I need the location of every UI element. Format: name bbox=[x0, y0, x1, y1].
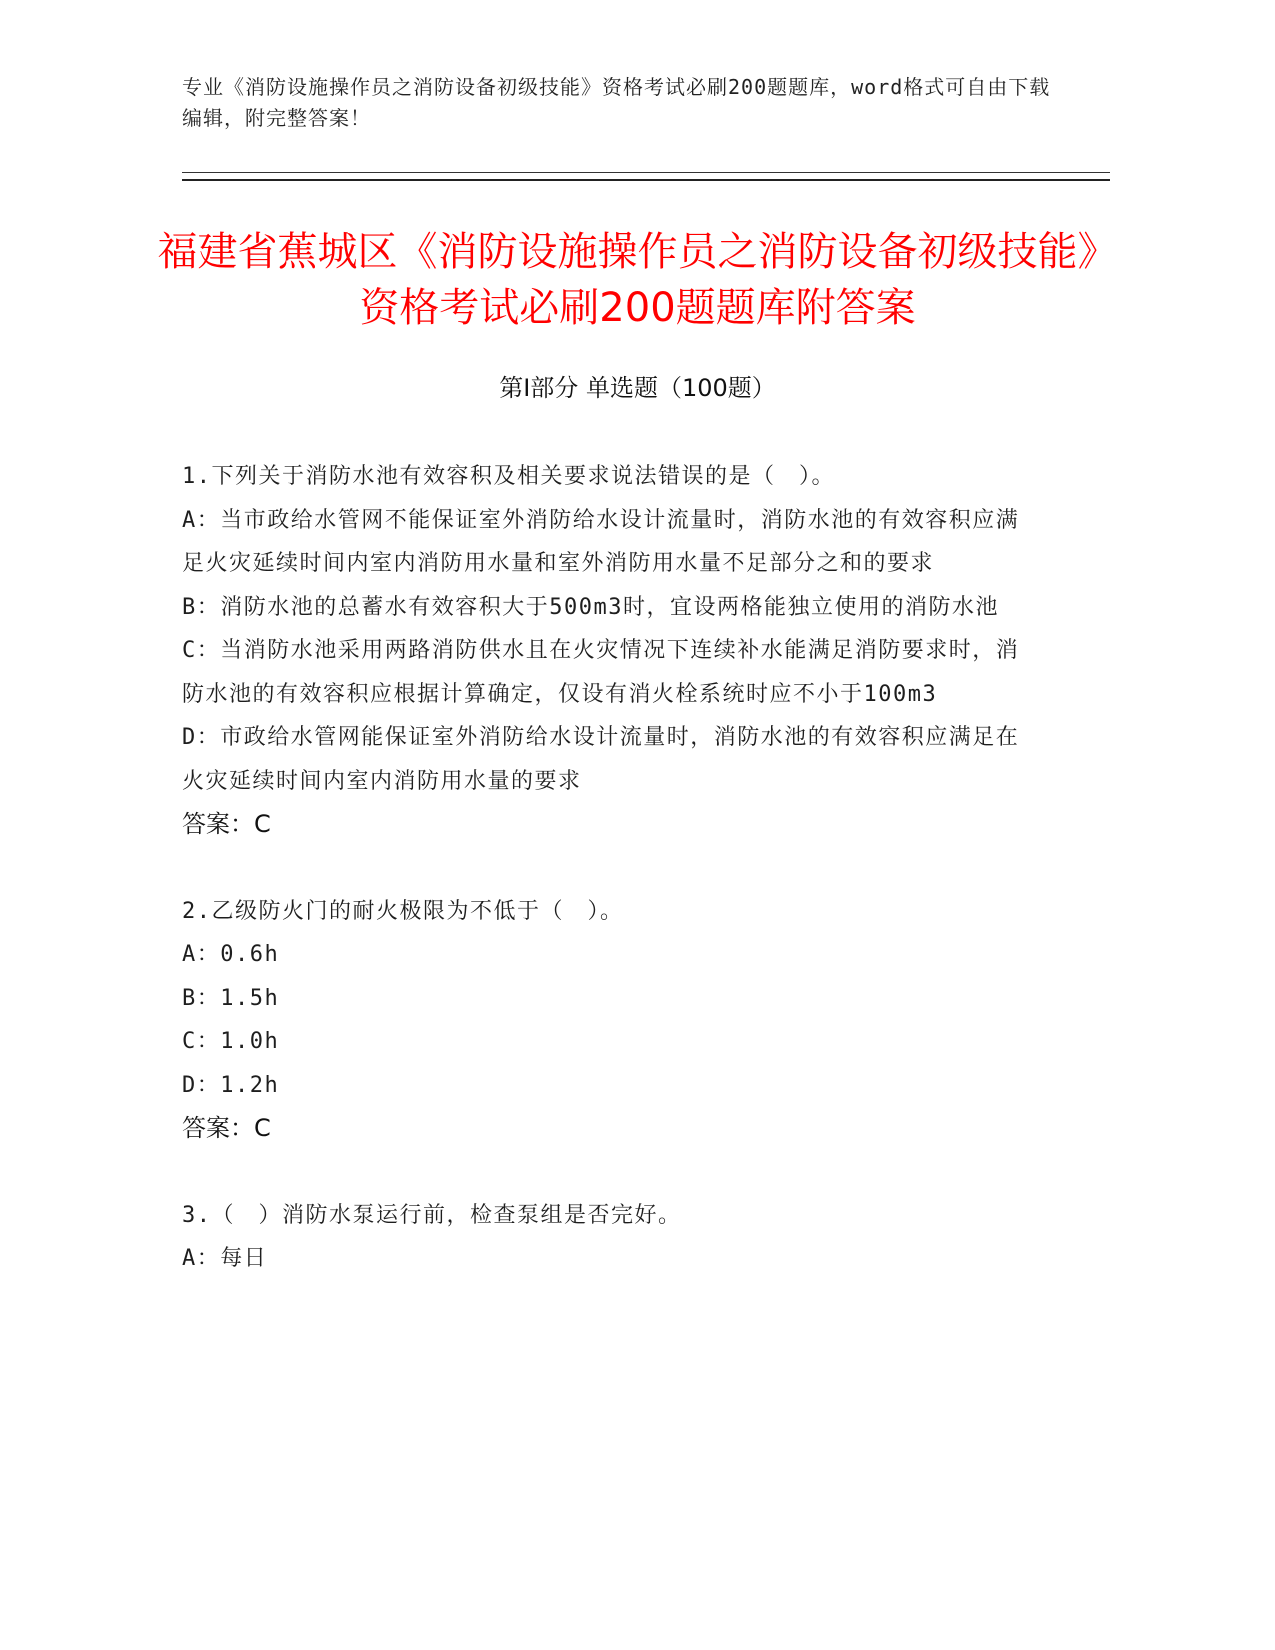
option-a: A：0.6h bbox=[182, 942, 280, 967]
option-c: C：1.0h bbox=[182, 1029, 280, 1054]
option-b: B：1.5h bbox=[182, 985, 280, 1011]
answer: 答案：C bbox=[182, 810, 271, 838]
header-rule-thin bbox=[182, 172, 1110, 173]
question-1 bbox=[182, 455, 1042, 847]
answer: 答案：C bbox=[182, 1114, 271, 1142]
question-list bbox=[182, 455, 1042, 1324]
option-d: D：1.2h bbox=[182, 1072, 280, 1098]
section-heading: 第I部分 单选题（100题） bbox=[499, 374, 776, 402]
question-stem: 1.下列关于消防水池有效容积及相关要求说法错误的是（ ）。 bbox=[182, 464, 835, 489]
option-d: D：市政给水管网能保证室外消防给水设计流量时，消防水池的有效容积应满足在火灾延续时间内室内消防用水量的要求 bbox=[182, 725, 1020, 794]
option-a: A：每日 bbox=[182, 1246, 268, 1271]
intro-text: 专业《消防设施操作员之消防设备初级技能》资格考试必刷200题题库，word格式可自由下载编辑，附完整答案！ bbox=[182, 75, 1051, 130]
option-a: A：当市政给水管网不能保证室外消防给水设计流量时，消防水池的有效容积应满足火灾延续时间内室内消防用水量和室外消防用水量不足部分之和的要求 bbox=[182, 507, 1020, 576]
question-stem: 3.（ ）消防水泵运行前，检查泵组是否完好。 bbox=[182, 1202, 682, 1228]
option-c: C：当消防水池采用两路消防供水且在火灾情况下连续补水能满足消防要求时，消防水池的有效容积应根据计算确定，仅设有消火栓系统时应不小于100m3 bbox=[182, 638, 1020, 707]
header-rule-thick bbox=[182, 179, 1110, 181]
option-b: B：消防水池的总蓄水有效容积大于500m3时，宜设两格能独立使用的消防水池 bbox=[182, 594, 999, 620]
document-title: 福建省蕉城区《消防设施操作员之消防设备初级技能》资格考试必刷200题题库附答案 bbox=[157, 229, 1118, 331]
question-stem: 2.乙级防火门的耐火极限为不低于（ ）。 bbox=[182, 898, 624, 924]
question-3 bbox=[182, 1194, 1042, 1281]
question-2 bbox=[182, 890, 1042, 1151]
